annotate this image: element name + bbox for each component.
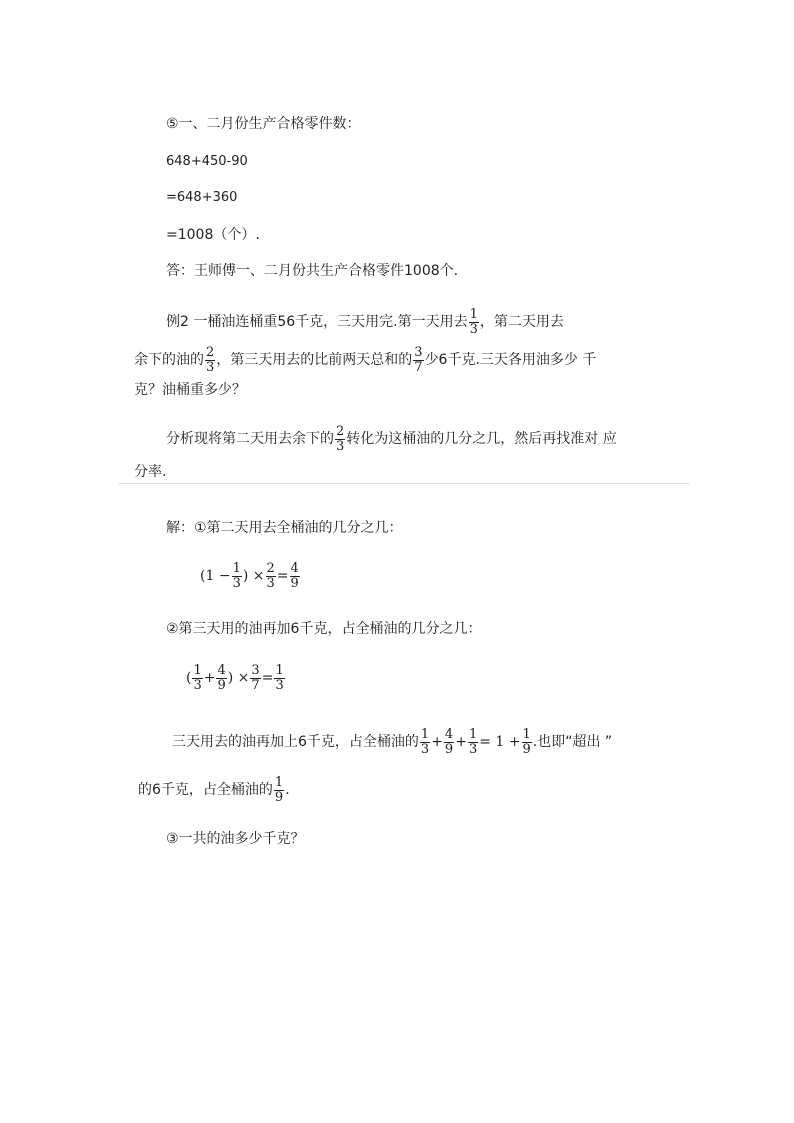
f2-frac-three-sevenths: $\frac{3}{7}$ xyxy=(251,662,260,693)
f1-frac-four-ninths: $\frac{4}{9}$ xyxy=(290,560,299,591)
f1-frac-one-third: $\frac{1}{3}$ xyxy=(232,560,241,591)
fraction-two-thirds: $\frac{2}{3}$ xyxy=(206,344,215,375)
solution-line-3 xyxy=(172,723,612,761)
section-divider xyxy=(118,483,690,484)
formula-2 xyxy=(186,659,286,697)
analysis-text-1b: 转化为这桶油的几分之几，然后再找准对 应 xyxy=(346,431,617,447)
s3-frac-one-third-b: $\frac{1}{3}$ xyxy=(468,726,478,757)
solution-text-3a: 三天用去的油再加上6千克，占全桶油的 xyxy=(172,734,419,750)
solution-text-3b: .也即“超出 ” xyxy=(532,734,613,750)
formula-1-part-a: (1 − xyxy=(200,568,231,584)
example-line-3: 克？油桶重多少？ xyxy=(134,382,246,398)
calc-line-2: =648+360 xyxy=(166,190,238,205)
example-text-1b: ，第二天用去 xyxy=(479,314,564,330)
formula-1-part-c: = xyxy=(276,568,289,584)
example-line-2 xyxy=(134,343,596,377)
s4-period: . xyxy=(285,782,290,798)
solution-step-3: ③一共的油多少千克？ xyxy=(166,831,305,847)
example-text-2c: 少6千克.三天各用油多少 千 xyxy=(424,352,597,368)
s3-equals: = 1 + xyxy=(479,734,521,750)
f2-frac-four-ninths: $\frac{4}{9}$ xyxy=(217,662,226,693)
f2-frac-one-third: $\frac{1}{3}$ xyxy=(193,662,202,693)
s3-plus-1: + xyxy=(431,734,443,750)
answer-text: 答：王师傅一、二月份共生产合格零件1008个. xyxy=(166,263,459,279)
example-line-1 xyxy=(166,305,564,339)
s3-frac-one-third: $\frac{1}{3}$ xyxy=(420,726,430,757)
formula-1 xyxy=(200,557,301,595)
f2-frac-one-third-result: $\frac{1}{3}$ xyxy=(275,662,284,693)
analysis-text-1a: 分析现将第二天用去余下的 xyxy=(166,431,334,447)
f1-frac-two-thirds: $\frac{2}{3}$ xyxy=(266,560,275,591)
s4-frac-one-ninth: $\frac{1}{9}$ xyxy=(274,774,284,805)
example-text-2b: ，第三天用去的比前两天总和的 xyxy=(216,352,413,368)
solution-text-4a: 的6千克，占全桶油的 xyxy=(138,782,273,798)
s3-plus-2: + xyxy=(455,734,467,750)
analysis-line-2: 分率. xyxy=(134,464,167,480)
formula-1-part-b: ) × xyxy=(242,568,265,584)
analysis-line-1 xyxy=(166,422,617,456)
example-text-1a: 例2 一桶油连桶重56千克，三天用完.第一天用去 xyxy=(166,314,468,330)
calc-line-3: =1008（个）. xyxy=(166,227,260,243)
calc-line-1: 648+450-90 xyxy=(166,154,248,169)
solution-step-2: ②第三天用的油再加6千克，占全桶油的几分之几： xyxy=(166,621,482,637)
solution-line-4 xyxy=(138,771,290,809)
example-text-2a: 余下的油的 xyxy=(134,352,204,368)
solution-step-1: 解：①第二天用去全桶油的几分之几： xyxy=(166,520,403,536)
formula-2-part-d: = xyxy=(261,670,274,686)
fraction-three-sevenths: $\frac{3}{7}$ xyxy=(414,344,423,375)
fraction-one-third: $\frac{1}{3}$ xyxy=(469,306,478,337)
step-5-heading: ⑤一、二月份生产合格零件数： xyxy=(166,116,361,132)
fraction-two-thirds-analysis: $\frac{2}{3}$ xyxy=(336,423,345,454)
formula-2-part-c: ) × xyxy=(227,670,250,686)
formula-2-part-b: + xyxy=(203,670,216,686)
s3-frac-four-ninths: $\frac{4}{9}$ xyxy=(444,726,454,757)
s3-frac-one-ninth: $\frac{1}{9}$ xyxy=(522,726,531,757)
formula-2-part-a: ( xyxy=(186,670,192,686)
